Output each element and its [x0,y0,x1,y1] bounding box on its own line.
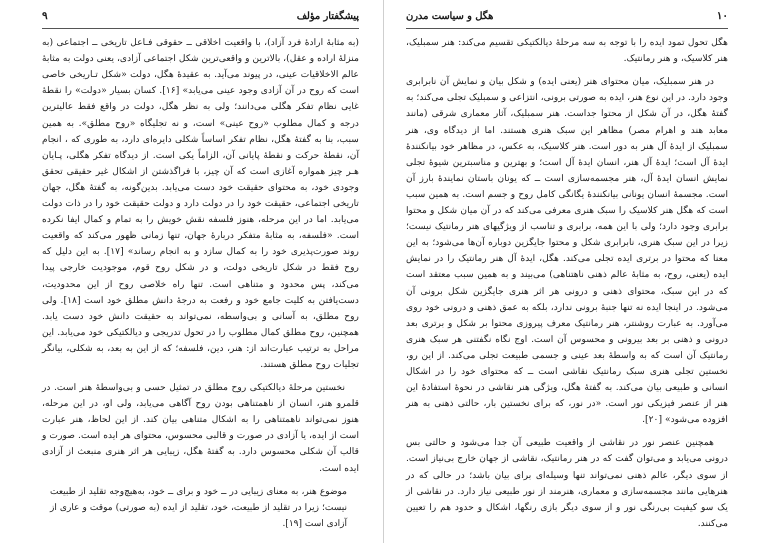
body-paragraph: (به مثابهٔ ارادهٔ فرد آزاد)، با واقعیت اخلاقی ــ حقوقی فـاعل تاریخی ــ اجتماعی (به منزلهٔ اراده و عقل)، بالاترین و واقعی‌ترین شکل اجتماعی آزادی، یعنی دولت به مثابهٔ عالم الاخلاقیات عینی، در پیوند می‌آید. به عقیدهٔ هگل، دولت «شکل تـاریخی خاصی است که روح در آن آزادی وجود عینی می‌یابد» [۱۶]. کسان بسیار «دولت» را نقطهٔ غایی نظام تفکر هگلی می‌دانند؛ ولی به نظر هگل، دولت در واقع فقط عالیترین درجه و کمال مطلوب «روح عینی» است، و نه تجلیگاه «روح مطلق». به همین سبب، بنا به گفتهٔ هگل، نظام تفکر اساساً شکلی دایره‌ای دارد، به طوری که ، انجام آن، نقطهٔ حرکت و نقطهٔ پایانی آن، الزاماً یکی است. از دیدگاه تفکر هگلی، پـایان هـر چیز همواره آغازی است که آن چیز، با فراگذشتن از اشکال غیر حقیقی تحقق وجودی خود، به محتوای حقیقت خود دست می‌یابد. بدین‌گونه، به گفتهٔ هگل، جهان تاریخی اجتماعی، حقیقت خود را در دولت دارد و دولت حقیقت خود را در ذات دولت می‌یابد. اما در این مرحله، هنوز فلسفه نقش خویش را به تمام و کمال ایفا نکرده است. «فلسفه، به مثابهٔ متفکر دربارهٔ جهان، تنها زمانی ظهور می‌کند که واقعیت روند صورت‌پذیری خود را به کمال سازد و به انجام رساند» [۱۷]. به این دلیل که روح فقط در شکل تاریخی دولت، و در شکل روح قوم، موجودیت خارجی پیدا می‌کند، پس محدود و متناهی است. تنها راه خلاصی روح از این محدودیت، دست‌یافتن به کلیت جامع خود و رفعت به درجهٔ دانش مطلق خود است [۱۸]. ولی روح مطلق، به آسانی و بی‌واسطه، نمی‌تواند به حقیقت دانش خود دست یابد. همچنین، روح مطلق کمال مطلوب را در تحول تدریجی و دیالکتیکی خود می‌یابد. این مراحل به ترتیب عبارت‌اند از: هنر، دین، فلسفه؛ که از این به بعد، به شکلی، بیانگر تجلیات روح مطلق هستند. [42,37,360,370]
running-header-right [406,8,728,29]
header-title: هگل و سیاست مدرن [406,11,494,22]
body-paragraph: همچنین عنصر نور در نقاشی از واقعیت طبیعی آن جدا می‌شود و حالتی بس درونی می‌یابد و می‌توان گفت که در هنر رمانتیک، نقاشی از جهان خارج بی‌نیاز است. از سوی دیگر، عالم ذهنی نمی‌تواند تنها وسیله‌ای برای بیان باشد؛ در حالی که در هنرهایی مانند مجسمه‌سازی و معماری، هنرمند از نور طبیعی نیاز دارد. در نقاشی از یک سو کیفیت بی‌رنگی نور و از سوی دیگر بازی رنگها، اشکال و حدود هم را تعیین می‌کنند. [406,437,728,529]
running-header-left [42,8,359,29]
right-page [384,0,768,543]
body-paragraph: نخستین مرحلهٔ دیالکتیکی روح مطلق در تمثیل حسی و بی‌واسطهٔ هنر است. در قلمرو هنر، انسان از ناهمتناهی بودن روح آگاهی می‌یابد، ولی او، در این مرحله، هنوز نمی‌تواند ناهمتناهی را به اشکال متناهی بیان کند. از این لحاظ، هنر عبارت است از ایده، یا آزادی در صورت و قالبی محسوس، محتوای هر ایده است. صورت و قالب آن شکلی محسوس دارد. به گفتهٔ هگل، زیبایی هر اثر هنری منبعث از آزادی ایده است. [42,382,359,474]
block-quote: موضوع هنر، به معنای زیبایی در ــ خود و برای ــ خود، به‌هیچ‌وجه تقلید از طبیعت نیست؛ زیرا در تقلید از طبیعت، خود، تقلید از ایده (به صورتی) موقت و عاری از آزادی است [۱۹]. [50,486,347,529]
body-paragraph: هگل تحول تمود ایده را با توجه به سه مرحلهٔ دیالکتیکی تقسیم می‌کند: هنر سمبلیک، هنر کلاسیک، و هنر رمانتیک. [406,37,728,65]
page-number: ۹ [42,10,48,22]
body-paragraph: در هنر سمبلیک، میان محتوای هنر (یعنی ایده) و شکل بیان و نمایش آن نابرابری وجود دارد. در این نوع هنر، ایده به صورتی برونی، انتزاعی و سمبلیک تجلی می‌کند؛ به گفتهٔ هگل، در آن شکل از محتوا جداست. هنر سمبلیک، آثار معماری شرقی (مانند معابد هند و اهرام مصر) مظاهر این سبک هنری هستند. اما از دیدگاه وی، هنر سمبلیک از ایدهٔ آل هنر به دور است. هنر کلاسیک، به عکس، در مظاهر خود بیانکنندهٔ ایدهٔ آل است؛ ایدهٔ آل هنر، انسان ایدهٔ آل است؛ و بهترین و مناسبترین شیوهٔ تجلی نمایش انسان ایدهٔ آل، هنر مجسمه‌سازی است ــ که یونان باستان نمایندهٔ بارز آن است. مجسمهٔ انسان یونانی بیانکنندهٔ یگانگی کامل روح و جسم است. به همین سبب است که هگل هنر کلاسیک را سبک هنری معرفی می‌کند که در آن میان شکل و محتوا برابری وجود دارد؛ ولی با این همه، برابری و تناسب از ویژگیهای هنر رمانتیک نیست؛ زیرا در این سبک هنری، نابرابری شکل و محتوا جایگزین دوباره آن‌ها می‌شود؛ به این معنا که محتوا در برتری ایده تجلی می‌کند. هگل، ایدهٔ آل هنر رمانتیک را در نمایش ایده (یعنی، روح، به مثابهٔ عالم ذهنی ناهتناهی) می‌بیند و به همین سبب معتقد است که در این سبک، محتوای ذهنی و درونی هر اثر هنری جایگزین شکل برونی آن می‌شود. در اینجا ایده نه تنها جنبهٔ برونی ندارد، بلکه به عمق ذهنی و درونی خود روی می‌آورد. به عبارت روشنتر، هنر رمانتیک معرف پیروزی محتوا بر شکل و برتری بعد درونی و ذهنی بر بعد بیرونی و محسوس آن است. اوج نگاه نگفتنی هر سبک هنری رمانتیک آن است که به ‌واسطهٔ بعد عینی و جسمی طبیعت تجلی می‌کند. از این رو، نخستین تجلی هنری سبک رمانتیک نقاشی است ــ که محتوای خود را در اشکال انسانی و طبیعی بیان می‌کند. به گفتهٔ هگل، ویژگی هنر نقاشی در نحوهٔ استفادهٔ این هنر از عنصر فیزیکی نور است. «در نور، که برای نخستین بار، حالتی ذهنی به هنر افزوده می‌شود» [۲۰]. [406,76,728,426]
header-title: پیشگفتار مؤلف [296,11,359,22]
page-number: ۱۰ [716,10,728,22]
left-page [0,0,383,543]
